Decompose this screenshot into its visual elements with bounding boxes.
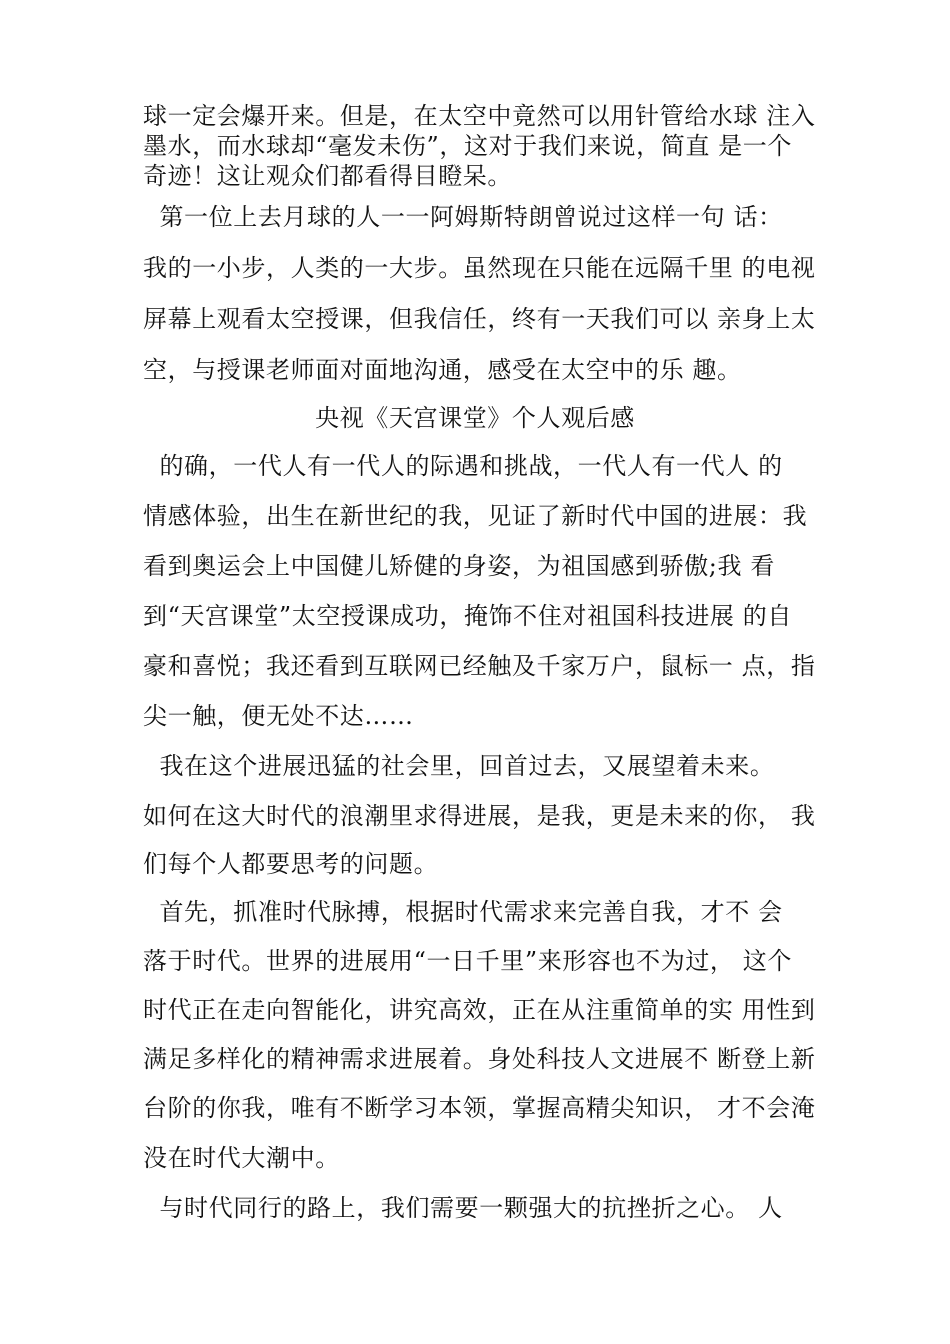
text-line: 第一位上去月球的人一一阿姆斯特朗曾说过这样一句 话： (143, 203, 783, 231)
text-line: 们每个人都要思考的问题。 (143, 850, 439, 878)
text-line: 首先，抓准时代脉搏，根据时代需求来完善自我，才不 会 (143, 898, 783, 926)
text-line: 球一定会爆开来。但是，在太空中竟然可以用针管给水球 注入 (143, 102, 816, 130)
text-line: 豪和喜悦；我还看到互联网已经触及千家万户，鼠标一 点，指 (143, 652, 816, 680)
text-line: 空，与授课老师面对面地沟通，感受在太空中的乐 趣。 (143, 356, 742, 384)
text-line: 台阶的你我，唯有不断学习本领，掌握高精尖知识， 才不会淹 (143, 1094, 816, 1122)
text-line: 屏幕上观看太空授课，但我信任，终有一天我们可以 亲身上太 (143, 305, 816, 333)
text-line: 情感体验，出生在新世纪的我，见证了新时代中国的进展：我 (143, 502, 808, 530)
text-line: 时代正在走向智能化，讲究高效，正在从注重简单的实 用性到 (143, 996, 816, 1024)
section-title: 央视《天宫课堂》个人观后感 (315, 404, 635, 432)
text-line: 的确，一代人有一代人的际遇和挑战，一代人有一代人 的 (143, 452, 783, 480)
text-line: 与时代同行的路上，我们需要一颗强大的抗挫折之心。 人 (143, 1194, 783, 1222)
text-line: 落于时代。世界的进展用“一日千里”来形容也不为过， 这个 (143, 947, 792, 975)
text-line: 尖一触，便无处不达…… (143, 702, 414, 730)
text-line: 如何在这大时代的浪潮里求得进展，是我，更是未来的你， 我 (143, 802, 816, 830)
text-line: 满足多样化的精神需求进展着。身处科技人文进展不 断登上新 (143, 1045, 816, 1073)
text-line: 墨水，而水球却“毫发未伤”，这对于我们来说，简直 是一个 (143, 132, 792, 160)
text-line: 看到奥运会上中国健儿矫健的身姿，为祖国感到骄傲;我 看 (143, 552, 775, 580)
text-line: 没在时代大潮中。 (143, 1144, 340, 1172)
text-line: 奇迹！这让观众们都看得目瞪呆。 (143, 162, 512, 190)
text-line: 到“天宫课堂”太空授课成功，掩饰不住对祖国科技进展 的自 (143, 602, 792, 630)
text-line: 我的一小步，人类的一大步。虽然现在只能在远隔千里 的电视 (143, 254, 816, 282)
text-line: 我在这个进展迅猛的社会里，回首过去，又展望着未来。 (143, 752, 775, 780)
